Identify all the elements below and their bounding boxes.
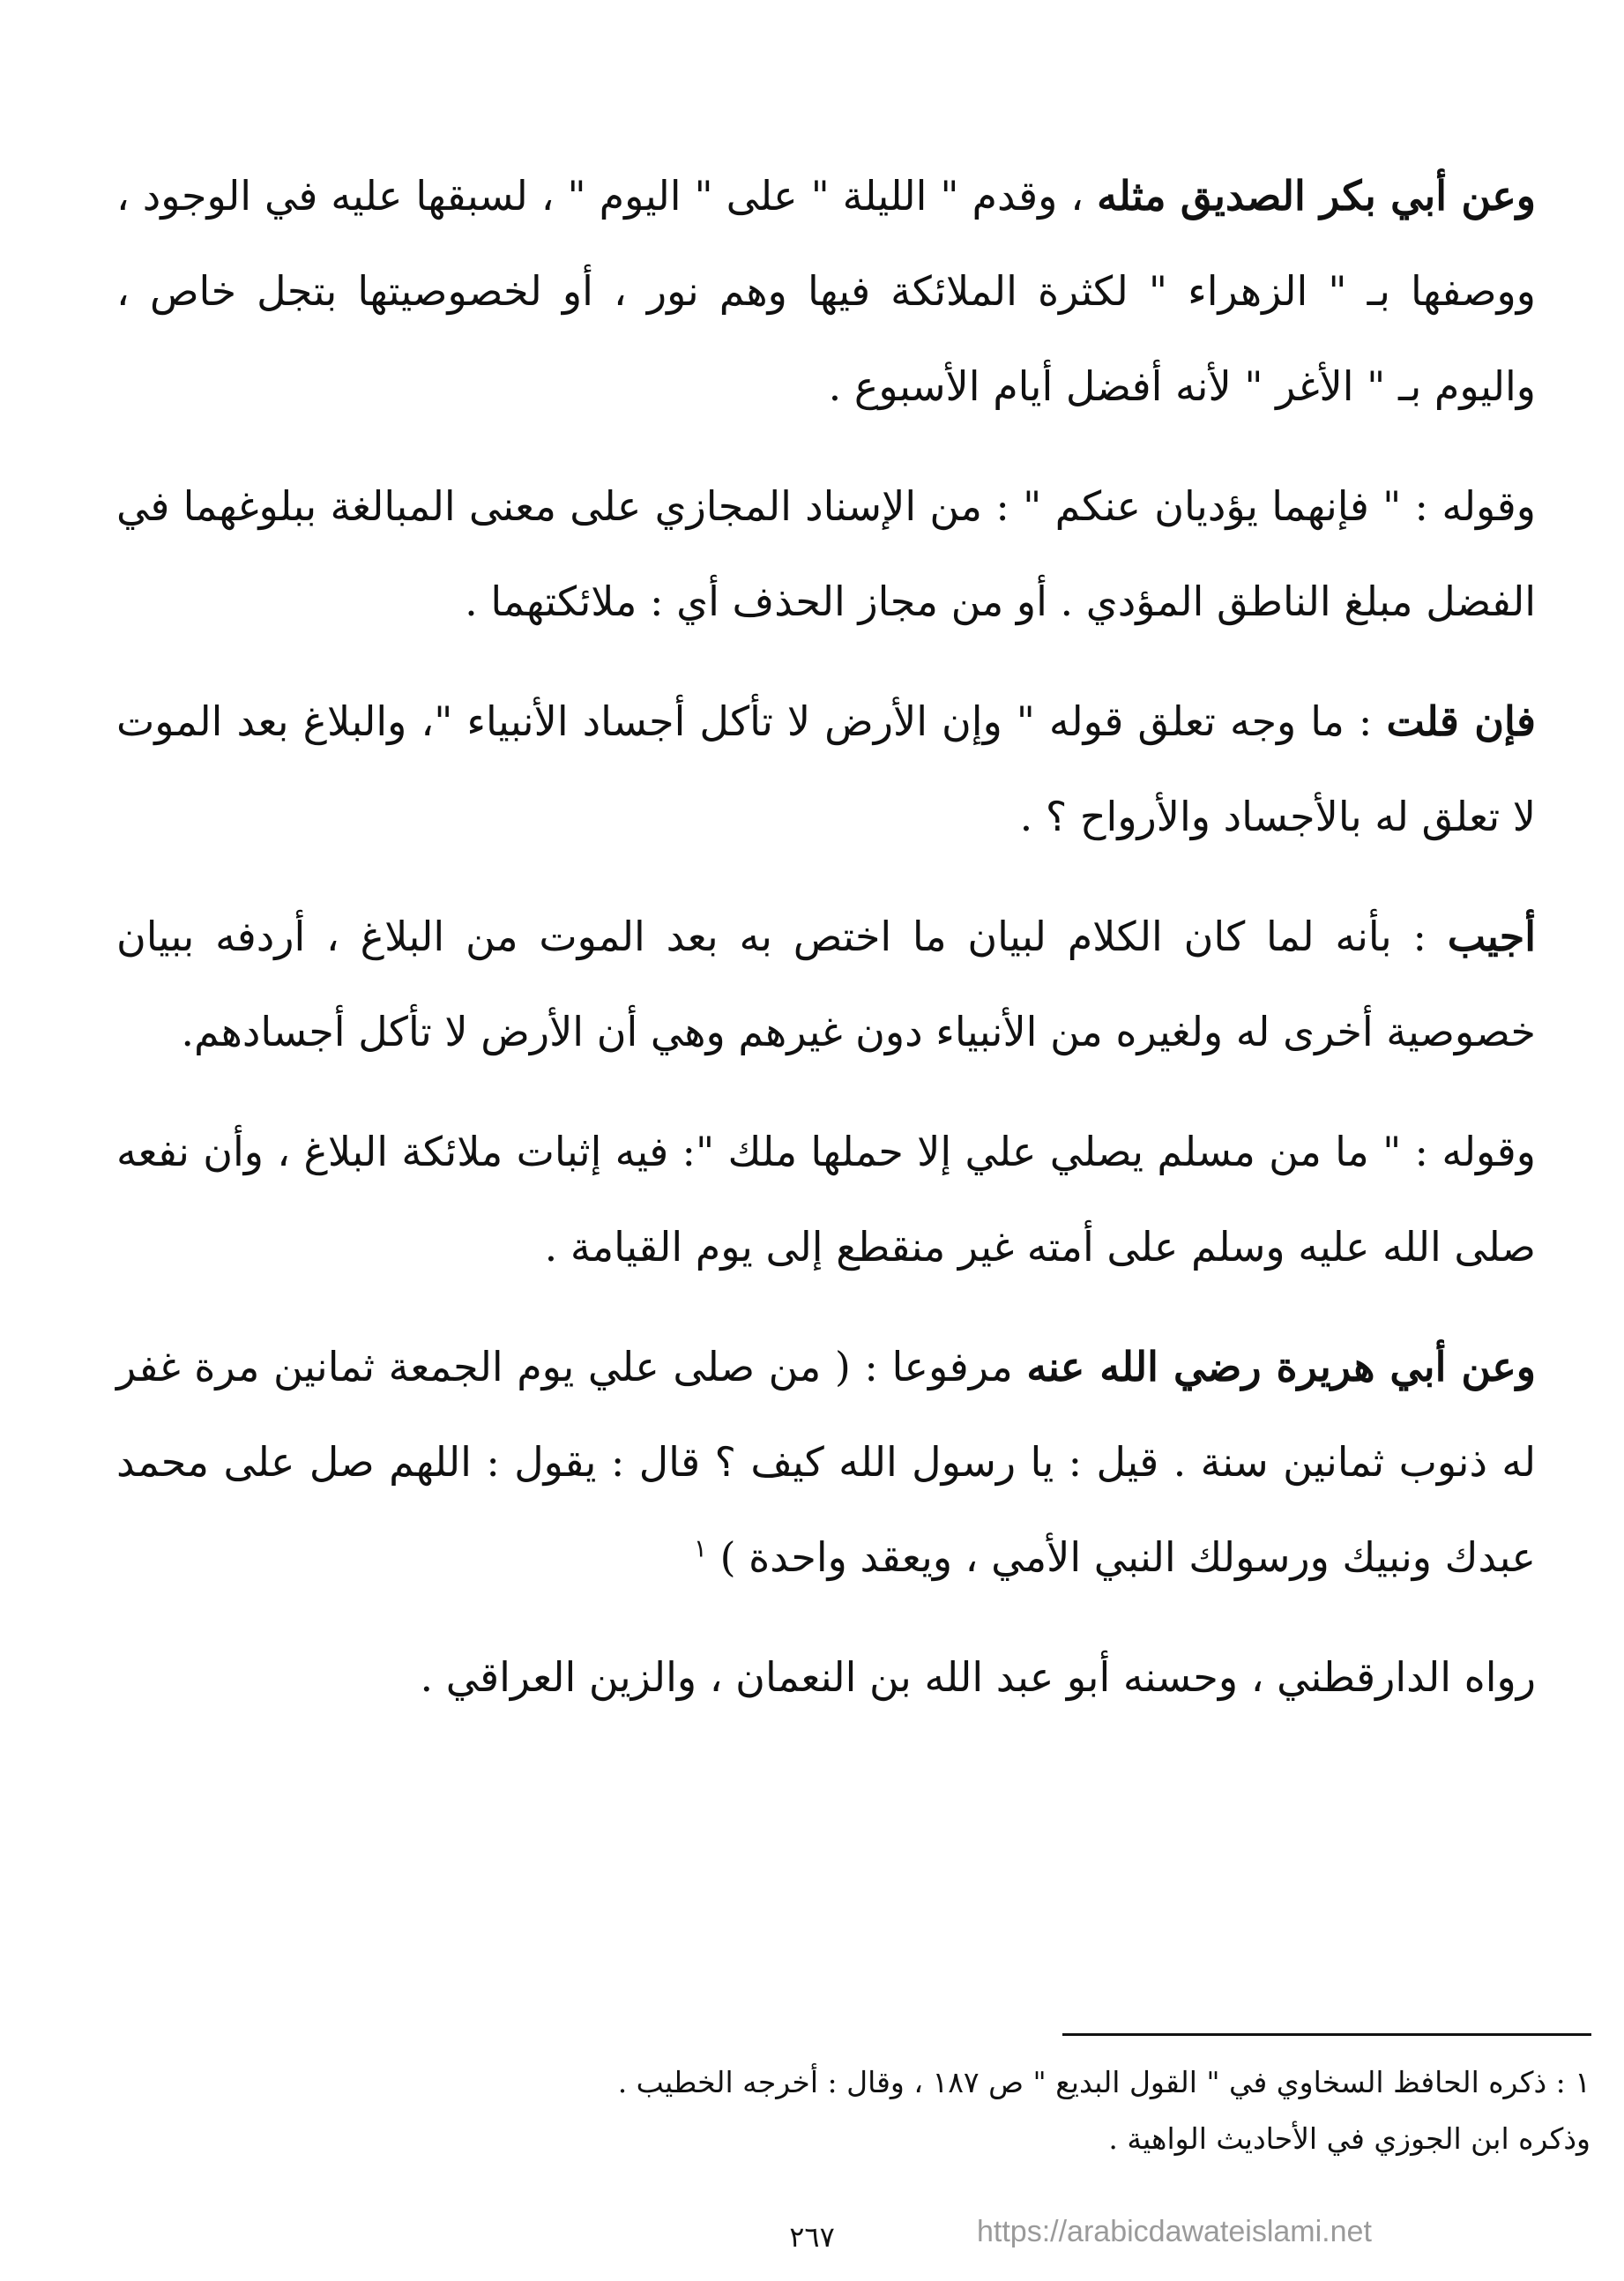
paragraph-7 [116,1629,1536,1725]
paragraph-lead: وعن أبي هريرة رضي الله عنه [1026,1343,1537,1390]
paragraph-6 [116,1319,1536,1605]
paragraph-text: رواه الدارقطني ، وحسنه أبو عبد الله بن النعمان ، والزين العراقي . [420,1653,1536,1701]
paragraph-4 [116,889,1536,1079]
paragraph-2 [116,458,1536,649]
paragraph-5 [116,1104,1536,1294]
paragraph-lead: فإن قلت [1386,697,1537,745]
main-text [116,148,1536,1749]
paragraph-text: : ما وجه تعلق قوله " وإن الأرض لا تأكل أجساد الأنبياء "، والبلاغ بعد الموت لا تعلق له بالأجساد والأرواح ؟ . [116,697,1536,840]
paragraph-text: ، وقدم " الليلة " على " اليوم " ، لسبقها عليه في الوجود ، ووصفها بـ " الزهراء " لكثرة الملائكة فيها وهم نور ، أو لخصوصيتها بتجل خاص ، واليوم بـ " الأغر " لأنه أفضل أيام الأسبوع . [116,172,1536,410]
paragraph-3 [116,674,1536,864]
page-number: ٢٦٧ [789,2220,835,2254]
paragraph-lead: أجيب [1447,913,1536,960]
paragraph-text: مرفوعا : ( من صلى علي يوم الجمعة ثمانين مرة غفر له ذنوب ثمانين سنة . قيل : يا رسول الله كيف ؟ قال : يقول : اللهم صل على محمد عبدك ونبيك ورسولك النبي الأمي ، ويعقد واحدة ) [116,1343,1536,1581]
footnote-divider [1062,2033,1591,2036]
paragraph-1 [116,148,1536,434]
footnote-marker[interactable]: ١ [693,1533,707,1563]
paragraph-lead: وعن أبي بكر الصديق مثله [1097,172,1537,220]
paragraph-text: وقوله : " فإنهما يؤديان عنكم " : من الإسناد المجازي على معنى المبالغة ببلوغهما في الفضل مبلغ الناطق المؤدي . أو من مجاز الحذف أي : ملائكتهما . [116,482,1536,625]
footnote-1: ١ : ذكره الحافظ السخاوي في " القول البديع " ص ١٨٧ ، وقال : أخرجه الخطيب . [617,2065,1590,2099]
watermark-url[interactable]: https://arabicdawateislami.net [977,2215,1372,2248]
footnote-1-continued: وذكره ابن الجوزي في الأحاديث الواهية . [1108,2121,1590,2156]
paragraph-text: وقوله : " ما من مسلم يصلي علي إلا حملها ملك ": فيه إثبات ملائكة البلاغ ، وأن نفعه صلى الله عليه وسلم على أمته غير منقطع إلى يوم القيامة . [116,1128,1537,1271]
footnotes [116,2054,1590,2167]
paragraph-text: : بأنه لما كان الكلام لبيان ما اختص به بعد الموت من البلاغ ، أردفه ببيان خصوصية أخرى له ولغيره من الأنبياء دون غيرهم وهي أن الأرض لا تأكل أجسادهم. [116,913,1536,1055]
